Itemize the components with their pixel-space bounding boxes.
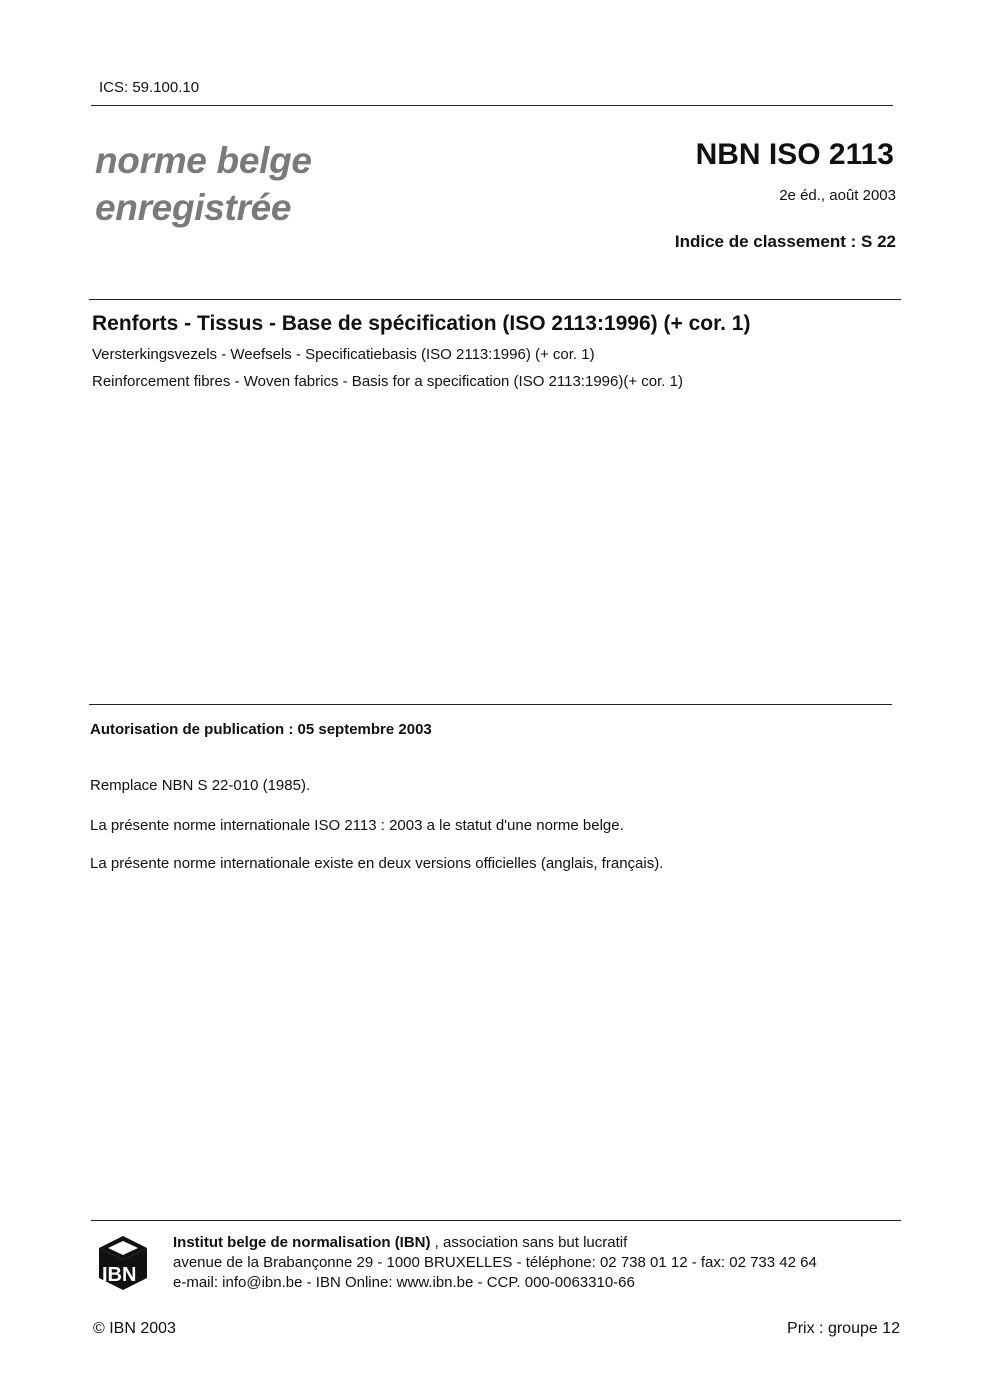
org-name: Institut belge de normalisation (IBN)	[173, 1234, 431, 1251]
title-english: Reinforcement fibres - Woven fabrics - Basis for a specification (ISO 2113:1996)(+ cor. 1)	[92, 373, 683, 390]
copyright: © IBN 2003	[93, 1320, 176, 1337]
ics-code: ICS: 59.100.10	[99, 79, 200, 96]
note-versions: La présente norme internationale existe en deux versions officielles (anglais, français).	[90, 855, 664, 872]
org-contact: e-mail: info@ibn.be - IBN Online: www.ibn.be - CCP. 000-0063310-66	[173, 1274, 635, 1291]
note-replaces: Remplace NBN S 22-010 (1985).	[90, 777, 311, 794]
classification-index: Indice de classement : S 22	[674, 232, 896, 251]
footer-organisation	[173, 1233, 817, 1293]
logo-text: IBN	[102, 1264, 137, 1286]
brand-line-1: norme belge	[95, 140, 312, 181]
org-line	[173, 1233, 817, 1253]
standard-number: NBN ISO 2113	[695, 138, 894, 171]
edition-date: 2e éd., août 2003	[779, 187, 896, 204]
footer-divider	[91, 1220, 901, 1221]
title-divider	[89, 299, 901, 300]
header-divider	[91, 105, 893, 106]
org-address: avenue de la Brabançonne 29 - 1000 BRUXELLES - téléphone: 02 738 01 12 - fax: 02 733 42 64	[173, 1254, 817, 1271]
publication-authorisation: Autorisation de publication : 05 septembre 2003	[90, 721, 432, 738]
ibn-logo	[97, 1234, 149, 1292]
org-suffix: , association sans but lucratif	[430, 1234, 628, 1251]
note-status: La présente norme internationale ISO 2113 : 2003 a le statut d'une norme belge.	[90, 817, 624, 834]
title-french: Renforts - Tissus - Base de spécification (ISO 2113:1996) (+ cor. 1)	[92, 312, 751, 335]
brand-title	[95, 137, 312, 231]
price-group: Prix : groupe 12	[787, 1320, 900, 1337]
title-dutch: Versterkingsvezels - Weefsels - Specificatiebasis (ISO 2113:1996) (+ cor. 1)	[92, 346, 595, 363]
brand-line-2: enregistrée	[95, 187, 292, 228]
publication-divider	[89, 704, 892, 705]
